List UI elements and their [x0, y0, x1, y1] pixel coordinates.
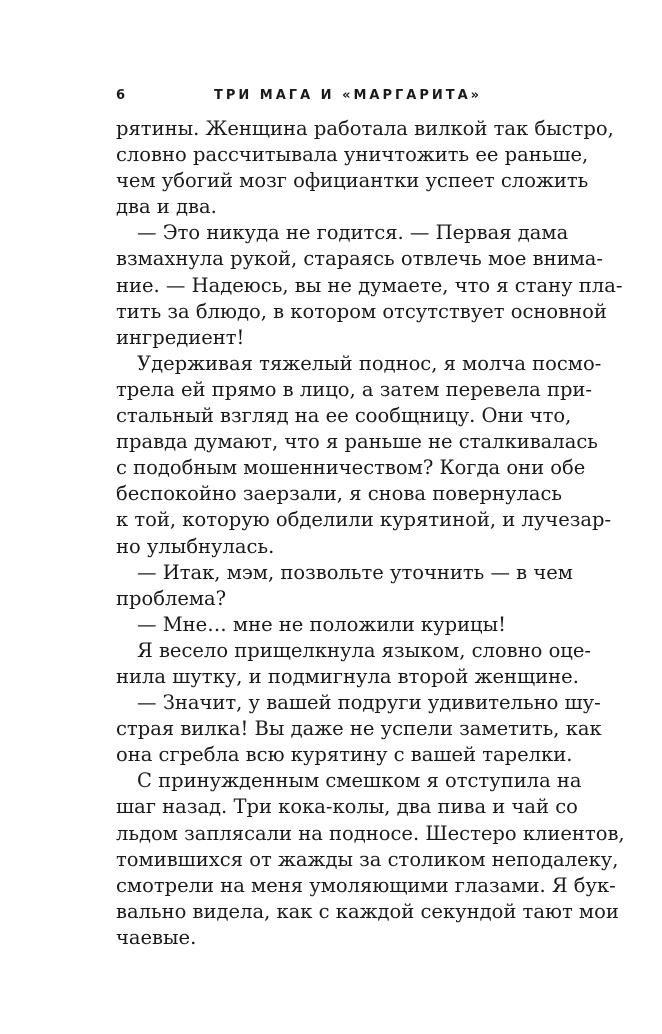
text-line: нила шутку, и подмигнула второй женщине. [116, 664, 579, 688]
text-line: смотрели на меня умоляющими глазами. Я бук- [116, 873, 616, 897]
body-text [116, 116, 625, 951]
text-line: льдом заплясали на подносе. Шестеро клиентов, [116, 821, 625, 845]
text-line: трела ей прямо в лицо, а затем перевела при- [116, 377, 593, 401]
text-line: Удерживая тяжелый поднос, я молча посмо- [137, 351, 602, 375]
text-line: правда думают, что я раньше не сталкивалась [116, 430, 598, 454]
text-line: взмахнула рукой, стараясь отвлечь мое внима- [116, 247, 603, 271]
text-line: ние. — Надеюсь, вы не думаете, что я стану пла- [116, 273, 623, 297]
text-line: вально видела, как с каждой секундой тают мои [116, 899, 619, 923]
text-line: тить за блюдо, в котором отсутствует основной [116, 299, 607, 323]
text-line: два и два. [116, 195, 217, 219]
text-line: она сгребла всю курятину с вашей тарелки. [116, 743, 573, 767]
text-line: — Это никуда не годится. — Первая дама [137, 221, 569, 245]
text-line: ингредиент! [116, 325, 245, 349]
text-line: с подобным мошенничеством? Когда они обе [116, 456, 586, 480]
text-line: но улыбнулась. [116, 534, 275, 558]
running-head [116, 88, 562, 108]
text-line: чем убогий мозг официантки успеет сложить [116, 169, 589, 193]
book-title: ТРИ МАГА И «МАРГАРИТА» [214, 88, 483, 103]
text-line: — Итак, мэм, позвольте уточнить — в чем [137, 560, 573, 584]
text-line: чаевые. [116, 925, 197, 949]
text-line: словно рассчитывала уничтожить ее раньше, [116, 143, 589, 167]
text-line: Я весело прищелкнула языком, словно оце- [137, 638, 591, 662]
text-line: С принужденным смешком я отступила на [137, 769, 582, 793]
text-line: стальный взгляд на ее сообщницу. Они что, [116, 404, 572, 428]
text-line: страя вилка! Вы даже не успели заметить, как [116, 717, 602, 741]
text-line: беспокойно заерзали, я снова повернулась [116, 482, 562, 506]
text-line: рятины. Женщина работала вилкой так быстро, [116, 117, 614, 140]
text-line: к той, которую обделили курятиной, и лучезар- [116, 508, 612, 532]
text-line: проблема? [116, 586, 227, 610]
text-line: — Мне… мне не положили курицы! [137, 612, 506, 636]
text-line: — Значит, у вашей подруги удивительно шу- [137, 691, 601, 715]
text-line: шаг назад. Три кока-колы, два пива и чай со [116, 795, 578, 819]
text-line: томившихся от жажды за столиком неподалеку, [116, 847, 619, 871]
page-number: 6 [116, 88, 126, 103]
